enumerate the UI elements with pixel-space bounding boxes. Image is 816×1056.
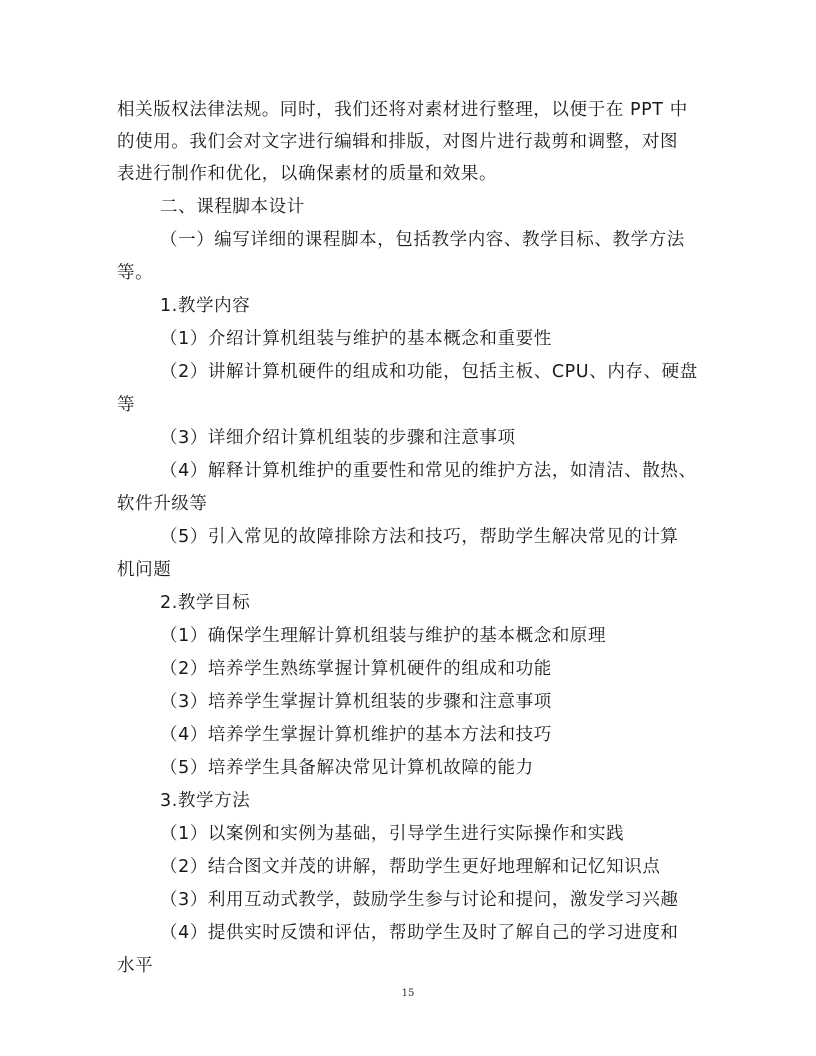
list-item: （1）确保学生理解计算机组装与维护的基本概念和原理 [160, 626, 607, 646]
body-line: 表进行制作和优化，以确保素材的质量和效果。 [117, 164, 498, 184]
list-heading: 3.教学方法 [160, 791, 251, 811]
list-item: （5）引入常见的故障排除方法和技巧，帮助学生解决常见的计算 [160, 527, 679, 547]
list-item: （3）培养学生掌握计算机组装的步骤和注意事项 [160, 692, 552, 712]
list-item: （3）详细介绍计算机组装的步骤和注意事项 [160, 428, 516, 448]
body-line: 等。 [117, 263, 154, 283]
list-item: （5）培养学生具备解决常见计算机故障的能力 [160, 758, 534, 778]
list-item: （4）提供实时反馈和评估，帮助学生及时了解自己的学习进度和 [160, 923, 679, 943]
list-item: （1）以案例和实例为基础，引导学生进行实际操作和实践 [160, 824, 625, 844]
list-item: （4）培养学生掌握计算机维护的基本方法和技巧 [160, 725, 552, 745]
list-item-continuation: 机问题 [117, 560, 172, 580]
body-line: 相关版权法律法规。同时，我们还将对素材进行整理，以便于在 PPT 中 [117, 100, 688, 120]
subsection-heading: （一）编写详细的课程脚本，包括教学内容、教学目标、教学方法 [160, 230, 685, 250]
list-item: （2）培养学生熟练掌握计算机硬件的组成和功能 [160, 659, 552, 679]
list-item-continuation: 软件升级等 [117, 494, 208, 514]
list-heading: 1.教学内容 [160, 296, 251, 316]
section-heading: 二、课程脚本设计 [160, 197, 305, 217]
list-item: （2）结合图文并茂的讲解，帮助学生更好地理解和记忆知识点 [160, 857, 661, 877]
list-item-continuation: 等 [117, 395, 136, 415]
body-line: 的使用。我们会对文字进行编辑和排版，对图片进行裁剪和调整，对图 [117, 132, 679, 152]
list-item: （1）介绍计算机组装与维护的基本概念和重要性 [160, 329, 552, 349]
list-item: （3）利用互动式教学，鼓励学生参与讨论和提问，激发学习兴趣 [160, 890, 679, 910]
list-item: （4）解释计算机维护的重要性和常见的维护方法，如清洁、散热、 [160, 461, 697, 481]
list-heading: 2.教学目标 [160, 593, 251, 613]
list-item: （2）讲解计算机硬件的组成和功能，包括主板、CPU、内存、硬盘 [160, 362, 698, 382]
list-item-continuation: 水平 [117, 956, 154, 976]
page-number: 15 [401, 988, 415, 999]
